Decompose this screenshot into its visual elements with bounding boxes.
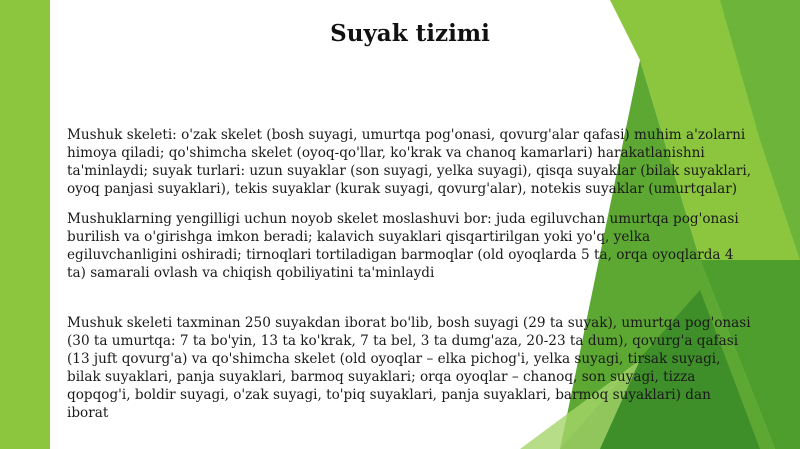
paragraph-bone-count: Mushuk skeleti taxminan 250 suyakdan iborat bo'lib, bosh suyagi (29 ta suyak), umurtqa pog'onasi (30 ta umurtqa: 7 ta bo'yin, 13 ta ko'krak, 7 ta bel, 3 ta dumg'aza, 20-23 ta dum), qovurg'a qafasi (13 juft qovurg'a) va qo'shimcha skelet (old oyoqlar – elka pichog'i, yelka suyagi, tirsak suyagi, bilak suyaklari, panja suyaklari, barmoq suyaklari; orqa oyoqlar – chanoq, son suyagi, tizza qopqog'i, boldir suyagi, o'zak suyagi, to'piq suyaklari, panja suyaklari, barmoq suyaklari) dan iborat — [67, 315, 751, 421]
slide-body — [67, 126, 755, 422]
paragraph-skeleton-adaptations: Mushuklarning yengilligi uchun noyob skelet moslashuvi bor: juda egiluvchan umurtqa pog'onasi burilish va o'girishga imkon beradi; kalavich suyaklari qisqartirilgan yoki yo'q, yelka egiluvchanligini oshiradi; tirnoqlari tortiladigan barmoqlar (old oyoqlarda 5 ta, orqa oyoqlarda 4 ta) samarali ovlash va chiqish qobiliyatini ta'minlaydi — [67, 211, 739, 281]
slide-title: Suyak tizimi — [330, 20, 490, 47]
paragraph-skeleton-overview: Mushuk skeleti: o'zak skelet (bosh suyagi, umurtqa pog'onasi, qovurg'alar qafasi) muhim a'zolarni himoya qiladi; qo'shimcha skelet (oyoq-qo'llar, ko'krak va chanoq kamarlari) harakatlanishni ta'minlaydi; suyak turlari: uzun suyaklar (son suyagi, yelka suyagi), qisqa suyaklar (bilak suyaklari, oyoq panjasi suyaklari), tekis suyaklar (kurak suyagi, qovurg'alar), notekis suyaklar (umurtqalar) — [67, 127, 752, 197]
